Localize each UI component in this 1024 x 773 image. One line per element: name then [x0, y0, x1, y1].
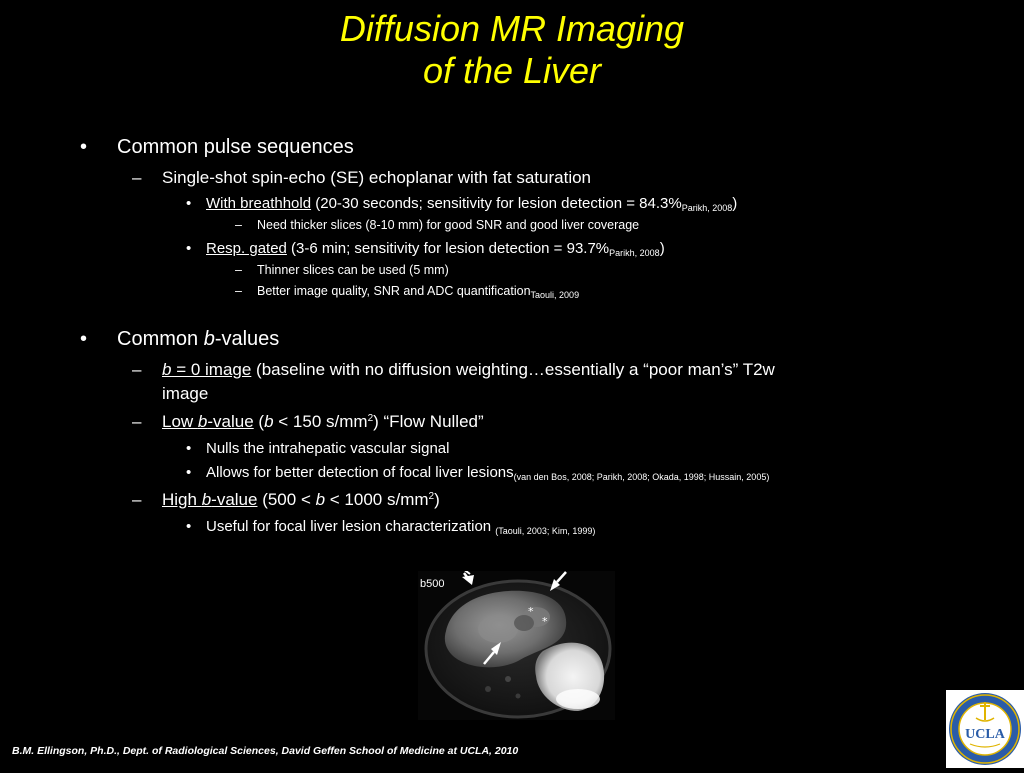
b0-text: (baseline with no diffusion weighting…essentially a “poor man’s” T2w: [251, 360, 775, 379]
resp-gated-text: (3-6 min; sensitivity for lesion detection = 93.7%: [286, 240, 610, 257]
image-label: b500: [420, 578, 445, 590]
logo-text: UCLA: [965, 727, 1005, 742]
ucla-seal-icon: [946, 690, 1024, 768]
text-part: < 150 s/mm: [273, 412, 368, 431]
bullet-dot: •: [186, 518, 192, 535]
bullet-dot: •: [186, 240, 192, 257]
bullet-dash: –: [132, 412, 142, 431]
ucla-logo: [946, 690, 1024, 768]
bullet-dot: •: [186, 195, 192, 212]
bullet-text: [206, 464, 769, 482]
bullet-text: [162, 360, 775, 380]
bullet-text: [162, 490, 440, 510]
footer-credit: B.M. Ellingson, Ph.D., Dept. of Radiological Sciences, David Geffen School of Medicine at UCLA, 2010: [12, 745, 519, 757]
mri-image-b500: [418, 571, 615, 720]
bullet-text: Need thicker slices (8-10 mm) for good SNR and good liver coverage: [257, 218, 640, 232]
link-text: High: [162, 490, 202, 509]
bullet-text: Nulls the intrahepatic vascular signal: [206, 440, 450, 457]
superscript: 2: [428, 491, 435, 502]
b-symbol: b: [203, 328, 215, 350]
b0-image-link[interactable]: [162, 360, 251, 379]
text-part: ): [434, 490, 440, 509]
citation: (van den Bos, 2008; Parikh, 2008; Okada, 1998; Hussain, 2005): [513, 472, 770, 482]
breathhold-link[interactable]: With breathhold: [206, 195, 312, 212]
bullet-dash: –: [235, 218, 242, 232]
bullet-text: [206, 240, 665, 258]
bullet-dot: •: [80, 136, 88, 158]
bullet-text: [206, 195, 737, 213]
heading-part: Common: [117, 328, 204, 350]
link-text: -value: [207, 412, 254, 431]
text-part: ) “Flow Nulled”: [373, 412, 484, 431]
bullet-dash: –: [132, 490, 142, 509]
title-line-1: Diffusion MR Imaging: [339, 8, 685, 49]
bullet-text: [206, 518, 595, 536]
bullet-text: image: [162, 384, 209, 403]
low-b-value-link[interactable]: [162, 412, 254, 431]
b-symbol: b: [315, 490, 326, 509]
lesion-star-2: *: [542, 615, 548, 628]
bullet-text: [162, 412, 484, 432]
high-b-value-link[interactable]: [162, 490, 257, 509]
bullet-text: Single-shot spin-echo (SE) echoplanar with fat saturation: [162, 168, 592, 187]
mri-liver-scan: [418, 571, 615, 720]
bullet-dot: •: [186, 464, 192, 481]
title-line-2: of the Liver: [422, 50, 602, 91]
citation: Parikh, 2008: [609, 248, 660, 258]
lesion-star-1: *: [528, 605, 534, 618]
close-paren: ): [659, 240, 665, 257]
citation: (Taouli, 2003; Kim, 1999): [495, 526, 596, 536]
bullet-text: [257, 284, 579, 300]
link-text: -value: [211, 490, 258, 509]
bullet-dash: –: [235, 284, 242, 298]
bullet-dash: –: [132, 360, 142, 379]
heading-part: -values: [214, 328, 280, 350]
bullet-text: [117, 328, 279, 351]
citation: Taouli, 2009: [530, 290, 580, 300]
link-text: = 0 image: [171, 360, 252, 379]
citation: Parikh, 2008: [681, 203, 733, 213]
b-symbol: b: [162, 360, 172, 379]
bullet-dot: •: [186, 440, 192, 457]
bullet-text: Thinner slices can be used (5 mm): [257, 263, 449, 277]
note-text: Allows for better detection of focal liver lesions: [206, 464, 514, 481]
link-text: Low: [162, 412, 198, 431]
b-symbol: b: [201, 490, 212, 509]
superscript: 2: [367, 413, 374, 424]
resp-gated-link[interactable]: Resp. gated: [206, 240, 287, 257]
breathhold-text: (20-30 seconds; sensitivity for lesion detection = 84.3%: [311, 195, 682, 212]
bullet-dash: –: [235, 263, 242, 277]
bullet-text: Common pulse sequences: [117, 136, 354, 158]
note-text: Better image quality, SNR and ADC quantification: [257, 284, 531, 298]
bullet-dash: –: [132, 168, 142, 187]
b-symbol: b: [197, 412, 208, 431]
text-part: (: [253, 412, 265, 431]
text-part: (500 <: [257, 490, 316, 509]
b-symbol: b: [264, 412, 274, 431]
close-paren: ): [732, 195, 738, 212]
bullet-dot: •: [80, 328, 88, 350]
note-text: Useful for focal liver lesion characterization: [206, 518, 496, 535]
text-part: < 1000 s/mm: [325, 490, 429, 509]
